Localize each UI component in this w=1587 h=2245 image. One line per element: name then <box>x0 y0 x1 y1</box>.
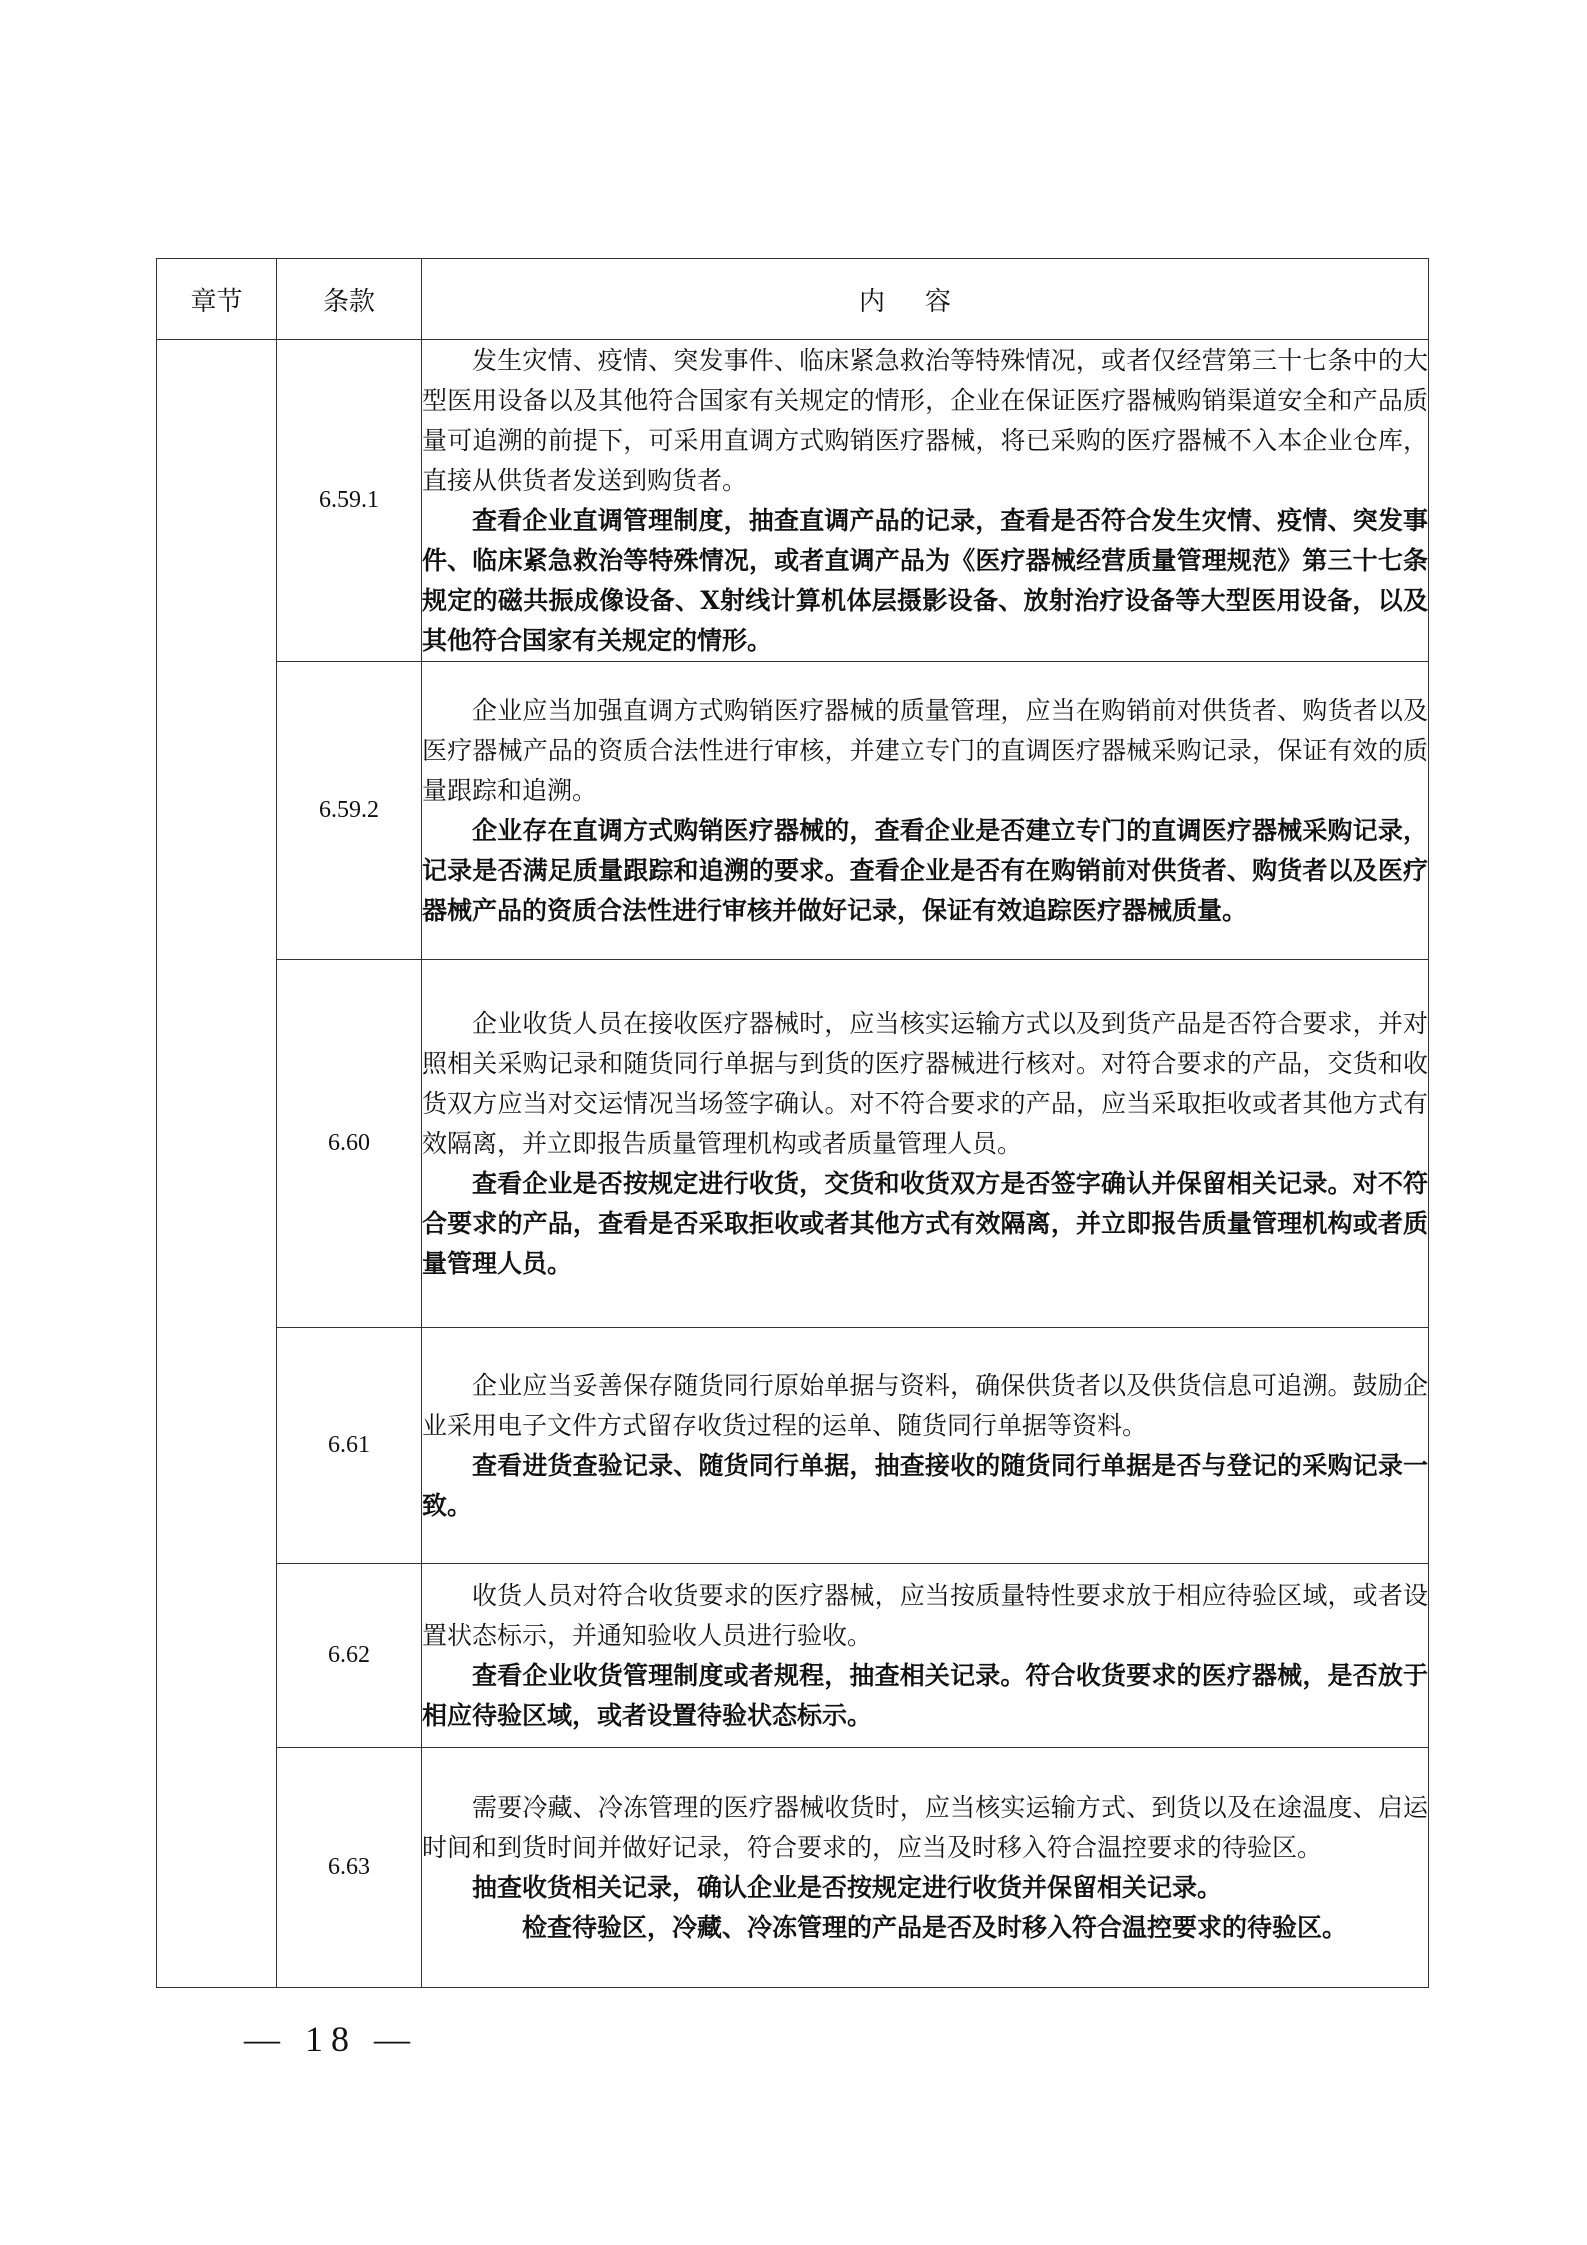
standard-text: 发生灾情、疫情、突发事件、临床紧急救治等特殊情况，或者仅经营第三十七条中的大型医用设备以及其他符合国家有关规定的情形，企业在保证医疗器械购销渠道安全和产品质量可追溯的前提下，可采用直调方式购销医疗器械，将已采购的医疗器械不入本企业仓库，直接从供货者发送到购货者。 <box>422 345 1428 495</box>
clause-number: 6.60 <box>277 960 422 1328</box>
inspection-table <box>156 258 1429 1988</box>
check-text: 查看企业收货管理制度或者规程，抽查相关记录。符合收货要求的医疗器械，是否放于相应待验区域，或者设置待验状态标示。 <box>422 1660 1428 1730</box>
clause-content <box>422 1748 1429 1988</box>
table-row <box>157 1564 1429 1748</box>
check-text: 查看进货查验记录、随货同行单据，抽查接收的随货同行单据是否与登记的采购记录一致。 <box>422 1450 1428 1520</box>
standard-text: 企业应当妥善保存随货同行原始单据与资料，确保供货者以及供货信息可追溯。鼓励企业采用电子文件方式留存收货过程的运单、随货同行单据等资料。 <box>422 1370 1428 1440</box>
table-row <box>157 1328 1429 1564</box>
standard-text: 企业收货人员在接收医疗器械时，应当核实运输方式以及到货产品是否符合要求，并对照相关采购记录和随货同行单据与到货的医疗器械进行核对。对符合要求的产品，交货和收货双方应当对交运情况当场签字确认。对不符合要求的产品，应当采取拒收或者其他方式有效隔离，并立即报告质量管理机构或者质量管理人员。 <box>422 1008 1428 1158</box>
clause-number: 6.59.1 <box>277 340 422 662</box>
clause-number: 6.62 <box>277 1564 422 1748</box>
table-row <box>157 1748 1429 1988</box>
clause-content <box>422 960 1429 1328</box>
check-text-extra: 检查待验区，冷藏、冷冻管理的产品是否及时移入符合温控要求的待验区。 <box>522 1912 1348 1942</box>
clause-content <box>422 662 1429 960</box>
header-clause: 条款 <box>277 259 422 340</box>
header-content: 内容 <box>422 259 1429 340</box>
table-row <box>157 960 1429 1328</box>
check-text: 企业存在直调方式购销医疗器械的，查看企业是否建立专门的直调医疗器械采购记录，记录是否满足质量跟踪和追溯的要求。查看企业是否有在购销前对供货者、购货者以及医疗器械产品的资质合法性进行审核并做好记录，保证有效追踪医疗器械质量。 <box>422 815 1428 925</box>
check-text: 查看企业是否按规定进行收货，交货和收货双方是否签字确认并保留相关记录。对不符合要求的产品，查看是否采取拒收或者其他方式有效隔离，并立即报告质量管理机构或者质量管理人员。 <box>422 1168 1428 1278</box>
table-row <box>157 340 1429 662</box>
standard-text: 需要冷藏、冷冻管理的医疗器械收货时，应当核实运输方式、到货以及在途温度、启运时间和到货时间并做好记录，符合要求的，应当及时移入符合温控要求的待验区。 <box>422 1792 1428 1862</box>
chapter-cell <box>157 340 277 1988</box>
standard-text: 企业应当加强直调方式购销医疗器械的质量管理，应当在购销前对供货者、购货者以及医疗器械产品的资质合法性进行审核，并建立专门的直调医疗器械采购记录，保证有效的质量跟踪和追溯。 <box>422 695 1428 805</box>
header-chapter: 章节 <box>157 259 277 340</box>
clause-number: 6.59.2 <box>277 662 422 960</box>
table-row <box>157 662 1429 960</box>
check-text: 查看企业直调管理制度，抽查直调产品的记录，查看是否符合发生灾情、疫情、突发事件、临床紧急救治等特殊情况，或者直调产品为《医疗器械经营质量管理规范》第三十七条规定的磁共振成像设备、X射线计算机体层摄影设备、放射治疗设备等大型医用设备，以及其他符合国家有关规定的情形。 <box>422 505 1428 655</box>
clause-number: 6.61 <box>277 1328 422 1564</box>
page-number: — 18 — <box>244 2019 418 2059</box>
table-header-row <box>157 259 1429 340</box>
clause-content <box>422 1328 1429 1564</box>
check-text: 抽查收货相关记录，确认企业是否按规定进行收货并保留相关记录。 <box>472 1872 1223 1902</box>
clause-content <box>422 1564 1429 1748</box>
standard-text: 收货人员对符合收货要求的医疗器械，应当按质量特性要求放于相应待验区域，或者设置状态标示，并通知验收人员进行验收。 <box>422 1580 1428 1650</box>
clause-content <box>422 340 1429 662</box>
clause-number: 6.63 <box>277 1748 422 1988</box>
